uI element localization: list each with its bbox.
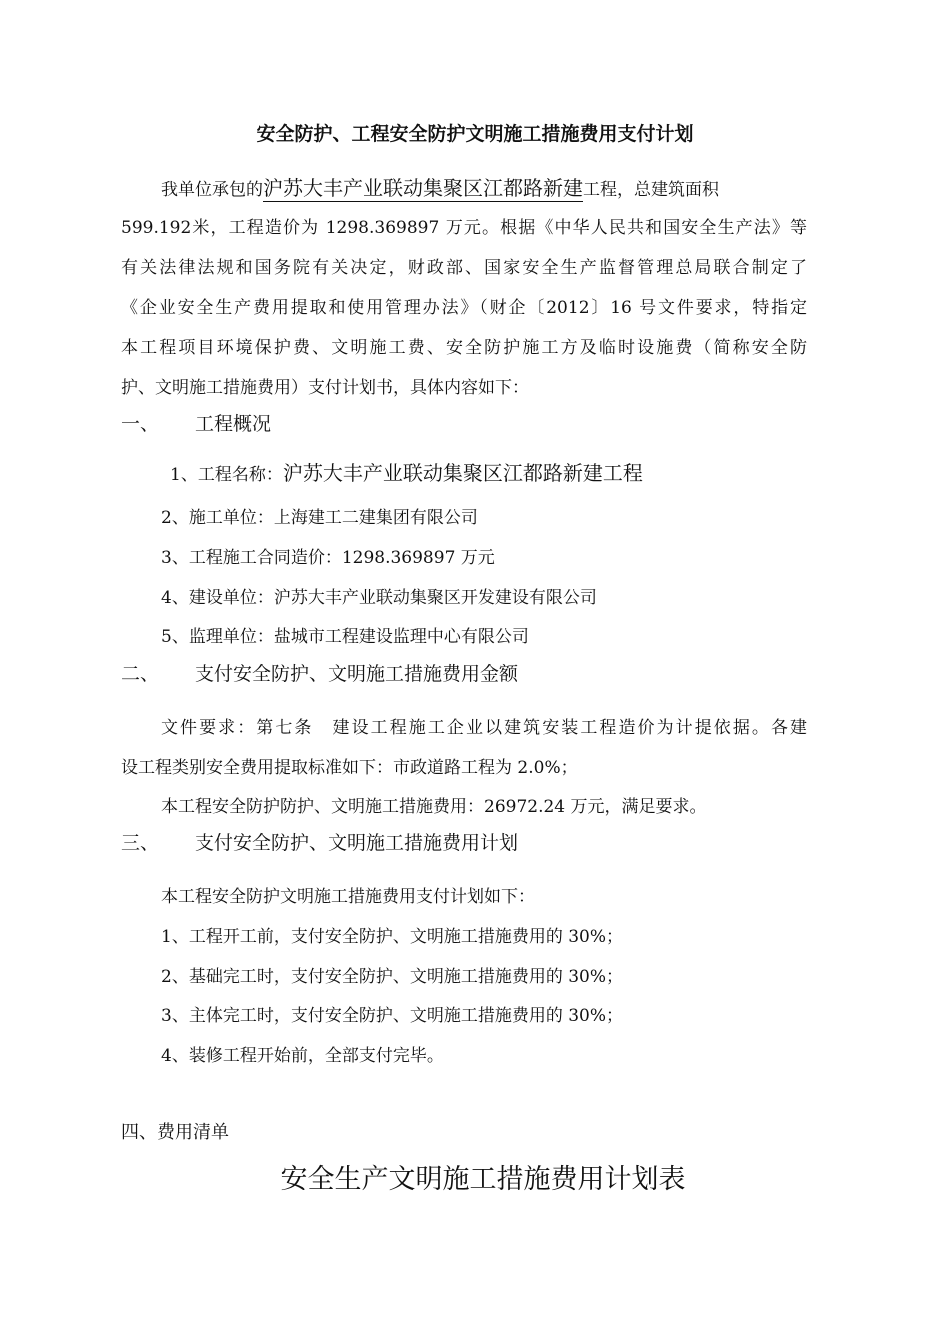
project-name-label: 1、工程名称： bbox=[170, 465, 283, 485]
contract-price-item: 3、工程施工合同造价：1298.369897 万元 bbox=[161, 548, 495, 568]
section-2-title: 支付安全防护、文明施工措施费用金额 bbox=[195, 663, 519, 685]
project-name-underlined: 沪苏大丰产业联动集聚区江都路新建 bbox=[263, 176, 583, 200]
intro-line-5: 本工程项目环境保护费、文明施工费、安全防护施工方及临时设施费（简称安全防 bbox=[121, 338, 807, 358]
section-3-heading bbox=[121, 833, 518, 853]
table-title: 安全生产文明施工措施费用计划表 bbox=[280, 1164, 686, 1195]
construction-unit-item: 2、施工单位：上海建工二建集团有限公司 bbox=[161, 508, 478, 528]
owner-unit-item: 4、建设单位：沪苏大丰产业联动集聚区开发建设有限公司 bbox=[161, 588, 597, 608]
intro-line-6: 护、文明施工措施费用）支付计划书，具体内容如下： bbox=[121, 378, 529, 398]
plan-intro: 本工程安全防护文明施工措施费用支付计划如下： bbox=[161, 887, 535, 907]
fee-amount-line: 本工程安全防护防护、文明施工措施费用：26972.24 万元，满足要求。 bbox=[161, 797, 707, 817]
requirement-line-2: 设工程类别安全费用提取标准如下：市政道路工程为 2.0%； bbox=[121, 758, 578, 778]
section-2-heading bbox=[121, 664, 518, 684]
plan-item: 3、主体完工时，支付安全防护、文明施工措施费用的 30%； bbox=[161, 1006, 624, 1026]
intro-line-1 bbox=[161, 178, 719, 200]
intro-suffix: 工程，总建筑面积 bbox=[583, 180, 719, 200]
section-3-title: 支付安全防护、文明施工措施费用计划 bbox=[195, 832, 519, 854]
requirement-line-1: 文件要求：第七条 建设工程施工企业以建筑安装工程造价为计提依据。各建 bbox=[161, 718, 807, 738]
section-3-number: 三、 bbox=[121, 832, 160, 854]
section-1-title: 工程概况 bbox=[195, 413, 272, 435]
section-1-heading bbox=[121, 414, 271, 434]
plan-item: 2、基础完工时，支付安全防护、文明施工措施费用的 30%； bbox=[161, 967, 624, 987]
intro-prefix: 我单位承包的 bbox=[161, 180, 263, 200]
project-name-item bbox=[170, 463, 643, 485]
intro-line-3: 有关法律法规和国务院有关决定，财政部、国家安全生产监督管理总局联合制定了 bbox=[121, 258, 807, 278]
section-2-number: 二、 bbox=[121, 663, 160, 685]
plan-item: 4、装修工程开始前，全部支付完毕。 bbox=[161, 1046, 444, 1066]
document-title: 安全防护、工程安全防护文明施工措施费用支付计划 bbox=[256, 123, 694, 145]
intro-line-4: 《企业安全生产费用提取和使用管理办法》（财企〔2012〕16 号文件要求，特指定 bbox=[121, 298, 807, 318]
supervision-unit-item: 5、监理单位：盐城市工程建设监理中心有限公司 bbox=[161, 627, 529, 647]
project-name-value: 沪苏大丰产业联动集聚区江都路新建工程 bbox=[282, 461, 643, 485]
intro-line-2: 599.192米，工程造价为 1298.369897 万元。根据《中华人民共和国安全生产法》等 bbox=[121, 218, 807, 238]
section-1-number: 一、 bbox=[121, 413, 160, 435]
plan-item: 1、工程开工前，支付安全防护、文明施工措施费用的 30%； bbox=[161, 927, 624, 947]
section-4-heading: 四、费用清单 bbox=[121, 1122, 229, 1143]
